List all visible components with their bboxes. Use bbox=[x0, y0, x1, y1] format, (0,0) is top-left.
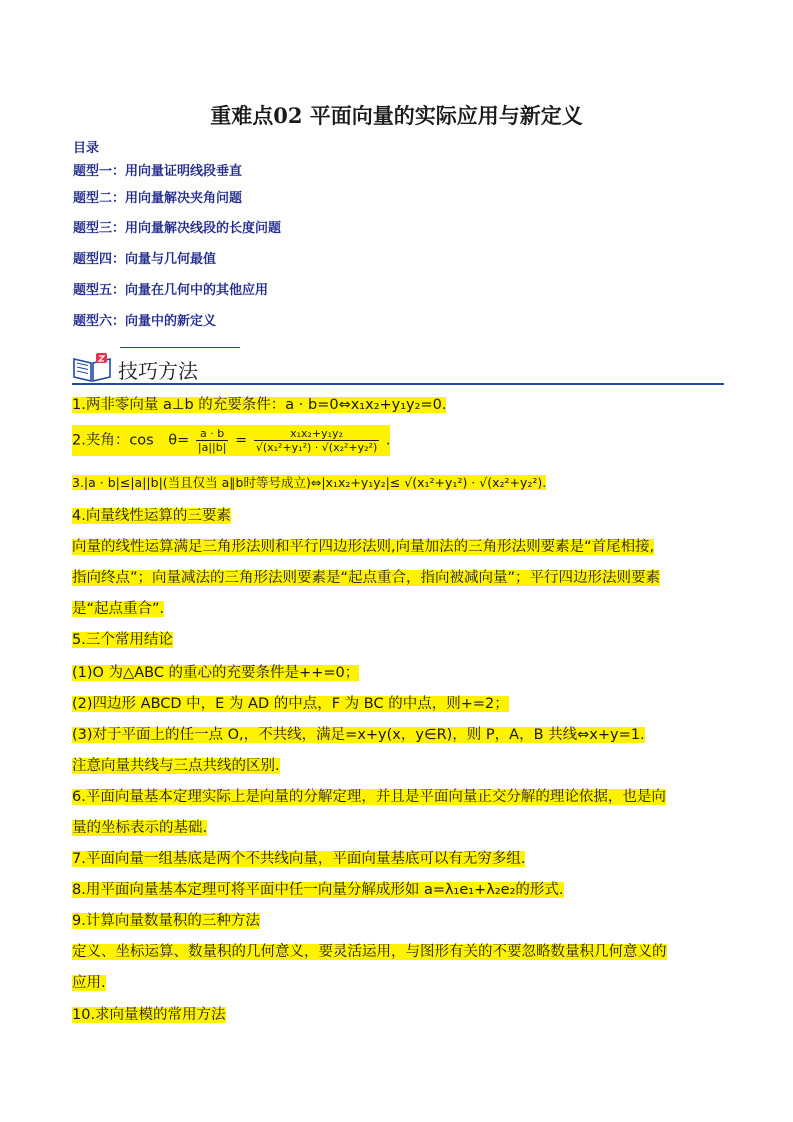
toc-item-type-3[interactable]: 题型三：用向量解决线段的长度问题 bbox=[73, 221, 282, 236]
tip-line-12: 注意向量共线与三点共线的区别. bbox=[72, 758, 280, 774]
header-accent-line bbox=[120, 347, 240, 348]
toc-heading: 目录 bbox=[73, 141, 100, 156]
tip-line-10: (2)四边形 ABCD 中，E 为 AD 的中点，F 为 BC 的中点，则+=2； bbox=[72, 696, 509, 712]
tip-line-1: 1.两非零向量 a⊥b 的充要条件：a · b=0⇔x₁x₂+y₁y₂=0. bbox=[72, 397, 447, 413]
tip-line-16: 8.用平面向量基本定理可将平面中任一向量分解成形如 a=λ₁e₁+λ₂e₂的形式. bbox=[72, 882, 564, 898]
section-header bbox=[72, 345, 724, 385]
book-icon bbox=[72, 351, 112, 383]
page-title: 重难点02 平面向量的实际应用与新定义 bbox=[210, 103, 583, 128]
tip-line-15: 7.平面向量一组基底是两个不共线向量，平面向量基底可以有无穷多组. bbox=[72, 851, 526, 867]
tip-line-6: 指向终点”；向量减法的三角形法则要素是“起点重合，指向被减向量”；平行四边形法则要素 bbox=[72, 570, 661, 586]
toc-item-type-1[interactable]: 题型一：用向量证明线段垂直 bbox=[73, 164, 243, 179]
tip-line-17: 9.计算向量数量积的三种方法 bbox=[72, 913, 260, 929]
tip-line-20: 10.求向量模的常用方法 bbox=[72, 1007, 226, 1023]
toc-item-type-4[interactable]: 题型四：向量与几何最值 bbox=[73, 252, 217, 267]
angle-fraction-1: $\frac{a \cdot b}{|a||b|}$ bbox=[197, 427, 227, 454]
toc-item-type-2[interactable]: 题型二：用向量解决夹角问题 bbox=[73, 191, 243, 206]
tip-line-11: (3)对于平面上的任一点 O,，不共线，满足=x+y(x，y∈R)，则 P，A，B 共线⇔x+y=1. bbox=[72, 727, 645, 743]
tip-line-3: 3.|a · b|≤|a||b|(当且仅当 a∥b时等号成立)⇔|x₁x₂+y₁y₂|≤ √(x₁²+y₁²) · √(x₂²+y₂²). bbox=[72, 475, 547, 490]
toc-item-type-5[interactable]: 题型五：向量在几何中的其他应用 bbox=[73, 283, 269, 298]
section-divider bbox=[72, 383, 724, 385]
tip-line-13: 6.平面向量基本定理实际上是向量的分解定理，并且是平面向量正交分解的理论依据，也是向 bbox=[72, 789, 666, 805]
tip-line-2-formula: 2.夹角：cos θ= $\frac{a \cdot b}{|a||b|}$ = $\frac{\text{x₁x₂+y₁y₂}}{\text{√(x₁²+y₁²) · √(x₂²+y₂²)}}$ . bbox=[72, 427, 391, 454]
tip-line-7: 是“起点重合”. bbox=[72, 601, 165, 617]
tip-line-9: (1)O 为△ABC 的重心的充要条件是++=0； bbox=[72, 665, 360, 681]
tip-line-14: 量的坐标表示的基础. bbox=[72, 820, 208, 836]
tip-line-5: 向量的线性运算满足三角形法则和平行四边形法则,向量加法的三角形法则要素是“首尾相接, bbox=[72, 539, 655, 555]
angle-fraction-2: $\frac{\text{x₁x₂+y₁y₂}}{\text{√(x₁²+y₁²) · √(x₂²+y₂²)}}$ bbox=[255, 427, 378, 454]
tip-line-8: 5.三个常用结论 bbox=[72, 632, 173, 648]
tip-line-18: 定义、坐标运算、数量积的几何意义，要灵活运用，与图形有关的不要忽略数量积几何意义的 bbox=[72, 944, 667, 960]
tip-line-4: 4.向量线性运算的三要素 bbox=[72, 508, 231, 524]
section-title: 技巧方法 bbox=[118, 359, 198, 383]
toc-item-type-6[interactable]: 题型六：向量中的新定义 bbox=[73, 314, 217, 329]
tip-line-19: 应用. bbox=[72, 975, 106, 991]
